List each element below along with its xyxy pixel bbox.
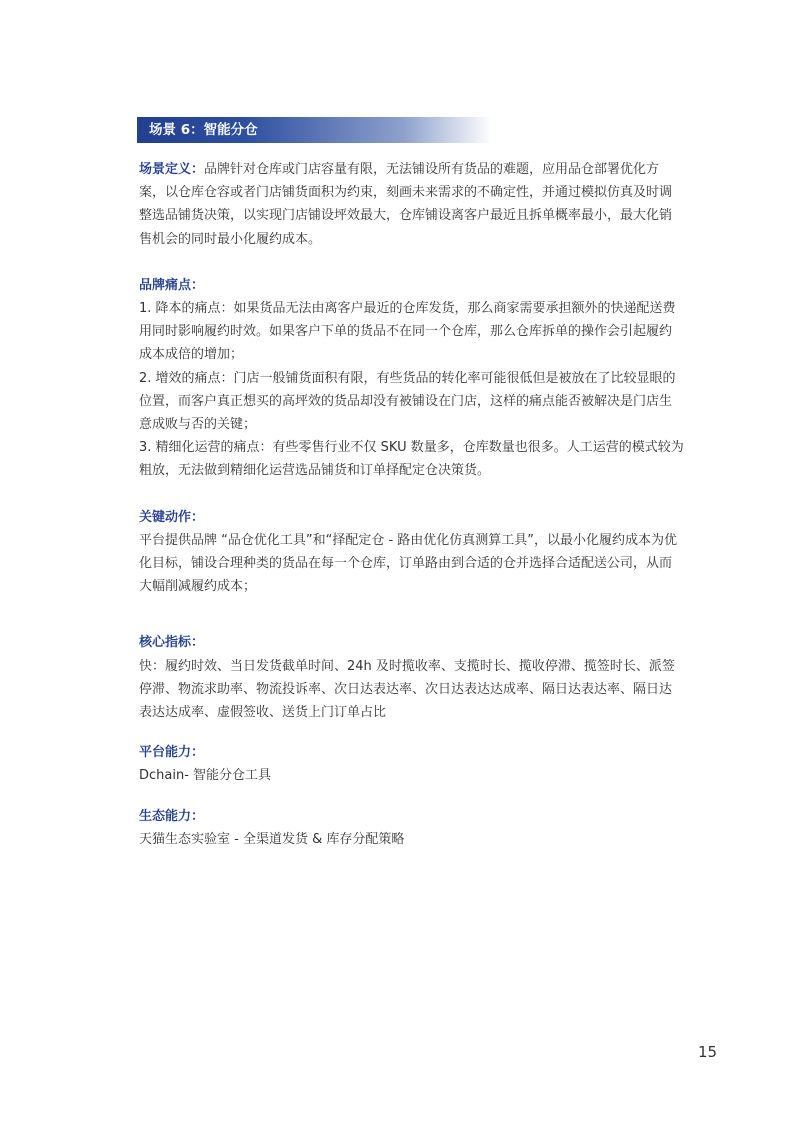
section-title: 场景 6：智能分仓 <box>149 122 258 138</box>
platform-heading: 平台能力： <box>139 745 205 761</box>
ecosystem-heading: 生态能力： <box>139 808 205 824</box>
core-metrics-text: 快：履约时效、当日发货截单时间、24h 及时揽收率、支揽时长、揽收停滞、揽签时长、派签停滞、物流求助率、物流投诉率、次日达表达率、次日达表达达成率、隔日达表达率、隔日达表达达成率、虚假签收、送货上门订单占比 <box>139 658 675 721</box>
pain-point-item: 3. 精细化运营的痛点：有些零售行业不仅 SKU 数量多，仓库数量也很多。人工运营的模式较为粗放，无法做到精细化运营选品铺货和订单择配定仓决策货。 <box>139 440 684 479</box>
definition-paragraph <box>139 158 684 251</box>
definition-text: 品牌针对仓库或门店容量有限，无法铺设所有货品的难题，应用品仓部署优化方案，以仓库仓容或者门店铺货面积为约束，刻画未来需求的不确定性，并通过模拟仿真及时调整选品铺货决策，以实现门店铺设坪效最大，仓库铺设离客户最近且拆单概率最小，最大化销售机会的同时最小化履约成本。 <box>139 162 673 247</box>
ecosystem-text: 天猫生态实验室 - 全渠道发货 & 库存分配策略 <box>139 831 405 847</box>
core-metrics-section <box>139 631 684 724</box>
ecosystem-section <box>139 805 684 851</box>
section-banner <box>137 117 492 143</box>
key-actions-text: 平台提供品牌 “品仓优化工具”和“择配定仓 - 路由优化仿真测算工具”，以最小化履约成本为优化目标，铺设合理种类的货品在每一个仓库，订单路由到合适的仓并选择合适配送公司，从而大幅削减履约成本； <box>139 532 678 595</box>
page-number: 15 <box>698 1043 718 1061</box>
key-actions-section <box>139 506 684 599</box>
pain-points-section <box>139 274 684 483</box>
platform-section <box>139 741 684 787</box>
pain-points-heading: 品牌痛点： <box>139 277 205 293</box>
pain-point-item: 1. 降本的痛点：如果货品无法由离客户最近的仓库发货，那么商家需要承担额外的快递配送费用同时影响履约时效。如果客户下单的货品不在同一个仓库，那么仓库拆单的操作会引起履约成本成倍的增加； <box>139 301 676 363</box>
core-metrics-heading: 核心指标： <box>139 635 205 651</box>
key-actions-heading: 关键动作： <box>139 509 205 525</box>
definition-section <box>139 158 684 251</box>
definition-label: 场景定义： <box>139 162 205 177</box>
content <box>139 158 684 851</box>
platform-text: Dchain- 智能分仓工具 <box>139 768 272 784</box>
pain-point-item: 2. 增效的痛点：门店一般铺货面积有限，有些货品的转化率可能很低但是被放在了比较显眼的位置，而客户真正想买的高坪效的货品却没有被铺设在门店，这样的痛点能否被解决是门店生意成败与否的关键； <box>139 370 676 433</box>
